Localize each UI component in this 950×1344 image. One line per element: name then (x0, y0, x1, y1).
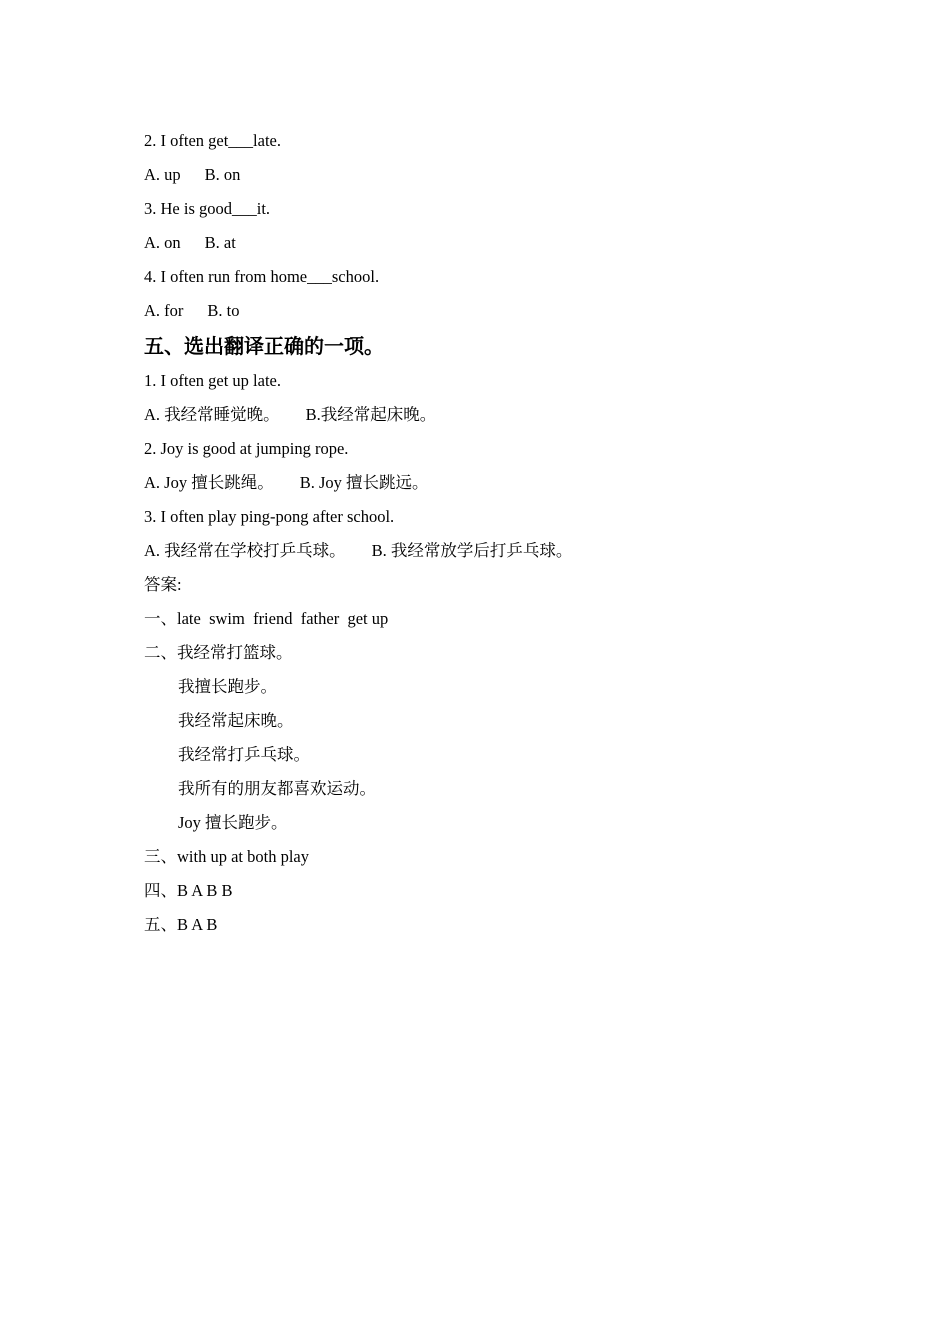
option-b: B. to (207, 301, 240, 320)
answer-part3: 三、with up at both play (144, 847, 309, 866)
question-options (144, 158, 844, 192)
question-options (144, 226, 844, 260)
answer-part2-line: 我经常起床晚。 (178, 711, 294, 730)
option-b: B. Joy 擅长跳远。 (299, 473, 429, 492)
answer-part2-line: 我经常打乒乓球。 (178, 745, 310, 764)
question-stem: 3. I often play ping-pong after school. (144, 507, 395, 526)
option-a: A. up (144, 165, 181, 184)
answer-part2-line: 我所有的朋友都喜欢运动。 (178, 779, 376, 798)
question-stem: 1. I often get up late. (144, 371, 281, 390)
option-a: A. Joy 擅长跳绳。 (144, 473, 274, 492)
answer-part2-line: Joy 擅长跑步。 (178, 813, 288, 832)
answers-label: 答案: (144, 575, 182, 594)
option-b: B.我经常起床晚。 (305, 405, 437, 424)
question-stem: 3. He is good___it. (144, 199, 271, 218)
answer-part4: 四、B A B B (144, 881, 233, 900)
answer-part5: 五、B A B (144, 915, 218, 934)
option-a: A. on (144, 233, 181, 252)
question-stem: 2. Joy is good at jumping rope. (144, 439, 349, 458)
option-b: B. on (204, 165, 241, 184)
question-options (144, 398, 844, 432)
section-heading: 五、选出翻译正确的一项。 (144, 334, 384, 358)
answer-part1: 一、late swim friend father get up (144, 609, 389, 628)
question-options (144, 534, 844, 568)
option-a: A. 我经常睡觉晚。 (144, 405, 280, 424)
option-a: A. for (144, 301, 184, 320)
question-options (144, 294, 844, 328)
option-a: A. 我经常在学校打乒乓球。 (144, 541, 346, 560)
option-b: B. 我经常放学后打乒乓球。 (371, 541, 573, 560)
question-stem: 4. I often run from home___school. (144, 267, 380, 286)
answer-part2: 二、我经常打篮球。 (144, 643, 293, 662)
document-page (144, 124, 844, 942)
question-stem: 2. I often get___late. (144, 131, 281, 150)
option-b: B. at (204, 233, 236, 252)
question-options (144, 466, 844, 500)
answer-part2-line: 我擅长跑步。 (178, 677, 277, 696)
